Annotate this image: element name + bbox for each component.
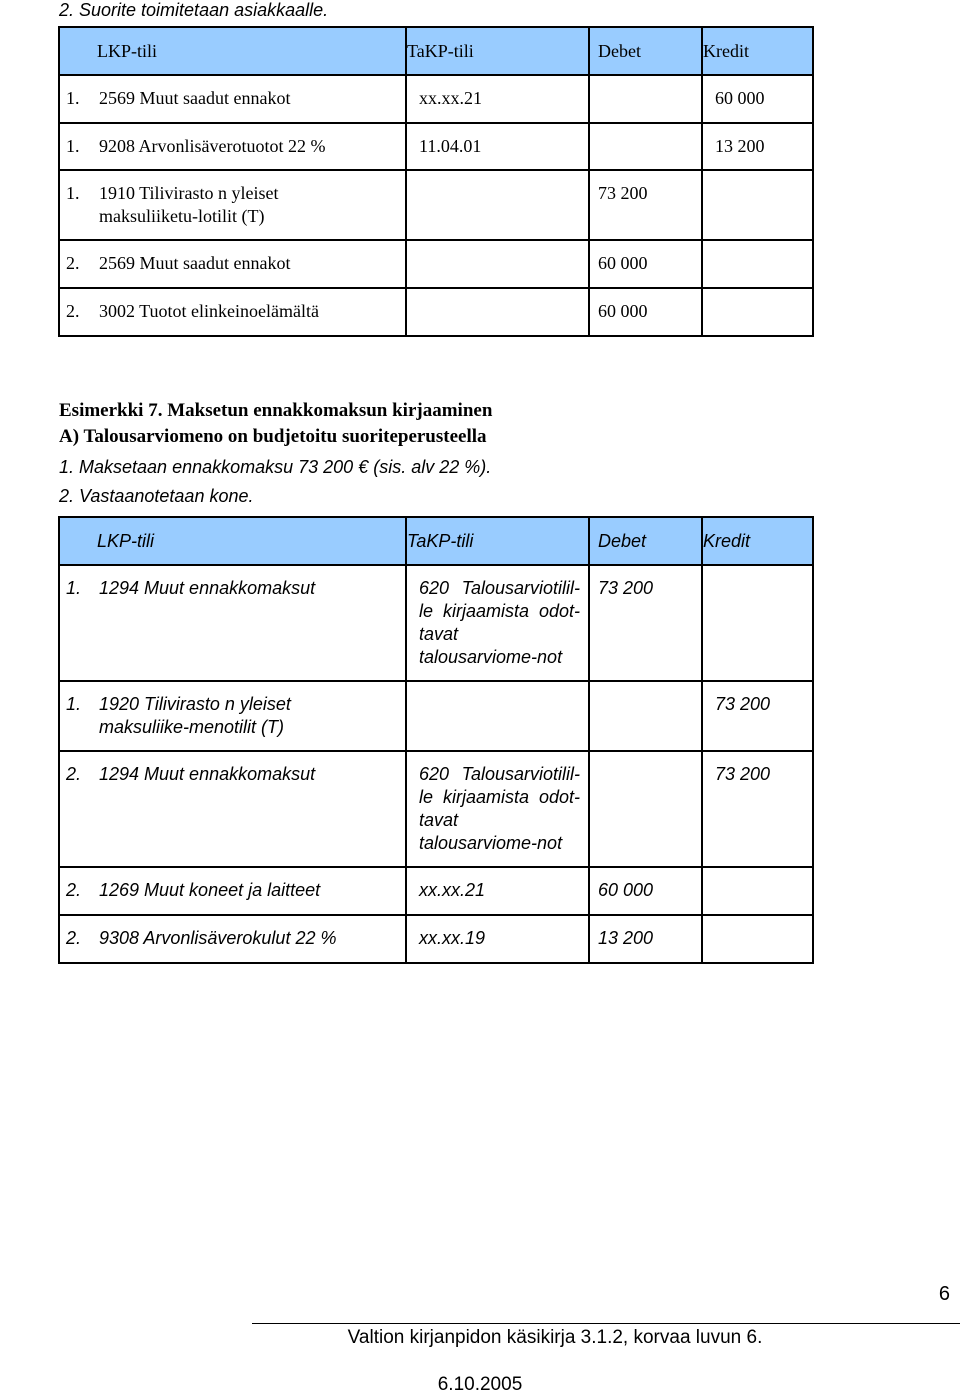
kredit-value (703, 171, 812, 193)
row-number: 1. (66, 694, 82, 714)
footer-date: 6.10.2005 (437, 1374, 523, 1395)
takp-value (407, 682, 588, 704)
account-label: 2569 Muut saadut ennakot (99, 253, 291, 273)
col-header-takp: TaKP-tili (406, 517, 589, 565)
debet-value (590, 682, 701, 704)
takp-value: 620 Talousarviotilil-le kirjaamista odot-tavat talousarviome-not (419, 764, 580, 853)
row-number: 1. (66, 183, 80, 203)
takp-value: xx.xx.21 (419, 880, 486, 900)
col-header-kredit: Kredit (702, 27, 813, 75)
footer-text: Valtion kirjanpidon käsikirja 3.1.2, korvaa luvun 6. (347, 1327, 763, 1348)
takp-value: xx.xx.21 (419, 88, 482, 108)
col-header-lkp: LKP-tili (59, 517, 406, 565)
row-number: 1. (66, 136, 80, 156)
table-header-row (59, 27, 813, 75)
debet-value (590, 752, 701, 774)
example-line-1: 1. Maksetaan ennakkomaksu 73 200 € (sis. alv 22 %). (59, 457, 492, 477)
takp-value (407, 171, 588, 193)
row-number: 2. (66, 764, 82, 784)
kredit-value: 73 200 (715, 694, 771, 714)
row-number: 1. (66, 578, 82, 598)
footer-divider (252, 1323, 960, 1324)
row-number: 2. (66, 301, 80, 321)
debet-value: 60 000 (598, 880, 654, 900)
example-subtitle: A) Talousarviomeno on budjetoitu suoriteperusteella (59, 426, 487, 447)
table-row (59, 75, 813, 123)
intro-line: 2. Suorite toimitetaan asiakkaalle. (59, 0, 329, 20)
debet-value: 60 000 (598, 301, 648, 321)
table-row (59, 867, 813, 915)
row-number: 1. (66, 88, 80, 108)
kredit-value: 13 200 (715, 136, 765, 156)
kredit-value: 60 000 (715, 88, 765, 108)
table-row (59, 123, 813, 170)
col-header-kredit: Kredit (702, 517, 813, 565)
table-row (59, 288, 813, 336)
ledger-table-2 (58, 516, 814, 964)
kredit-value (703, 241, 812, 263)
table-row (59, 681, 813, 751)
account-label: 1920 Tilivirasto n yleiset maksuliike-menotilit (T) (99, 694, 291, 737)
account-label: 9308 Arvonlisäverokulut 22 % (99, 928, 337, 948)
col-header-debet: Debet (589, 27, 702, 75)
kredit-value (703, 916, 812, 938)
col-header-debet: Debet (589, 517, 702, 565)
kredit-value: 73 200 (715, 764, 771, 784)
table-header-row (59, 517, 813, 565)
account-label: 2569 Muut saadut ennakot (99, 88, 291, 108)
kredit-value (703, 289, 812, 311)
ledger-table-1 (58, 26, 814, 337)
table-row (59, 170, 813, 240)
debet-value: 73 200 (598, 183, 648, 203)
col-header-lkp: LKP-tili (59, 27, 406, 75)
account-label: 3002 Tuotot elinkeinoelämältä (99, 301, 319, 321)
account-label: 1294 Muut ennakkomaksut (99, 764, 316, 784)
account-label: 1294 Muut ennakkomaksut (99, 578, 316, 598)
example-block (59, 398, 819, 511)
table-row (59, 240, 813, 288)
table-row (59, 751, 813, 867)
example-title: Esimerkki 7. Maksetun ennakkomaksun kirjaaminen (59, 400, 493, 421)
debet-value: 13 200 (598, 928, 654, 948)
debet-value: 73 200 (598, 578, 654, 598)
takp-value (407, 241, 588, 263)
table-row (59, 565, 813, 681)
kredit-value (703, 566, 812, 588)
debet-value: 60 000 (598, 253, 648, 273)
takp-value (407, 289, 588, 311)
account-label: 9208 Arvonlisäverotuotot 22 % (99, 136, 326, 156)
page-number: 6 (938, 1283, 950, 1305)
takp-value: xx.xx.19 (419, 928, 486, 948)
debet-value (590, 76, 701, 98)
row-number: 2. (66, 928, 82, 948)
takp-value: 11.04.01 (419, 136, 482, 156)
row-number: 2. (66, 880, 82, 900)
col-header-takp: TaKP-tili (406, 27, 589, 75)
kredit-value (703, 868, 812, 890)
account-label: 1269 Muut koneet ja laitteet (99, 880, 321, 900)
debet-value (590, 124, 701, 146)
takp-value: 620 Talousarviotilil-le kirjaamista odot-tavat talousarviome-not (419, 578, 580, 667)
table-row (59, 915, 813, 963)
example-line-2: 2. Vastaanotetaan kone. (59, 486, 254, 506)
row-number: 2. (66, 253, 80, 273)
account-label: 1910 Tilivirasto n yleiset maksuliiketu-lotilit (T) (99, 183, 279, 226)
